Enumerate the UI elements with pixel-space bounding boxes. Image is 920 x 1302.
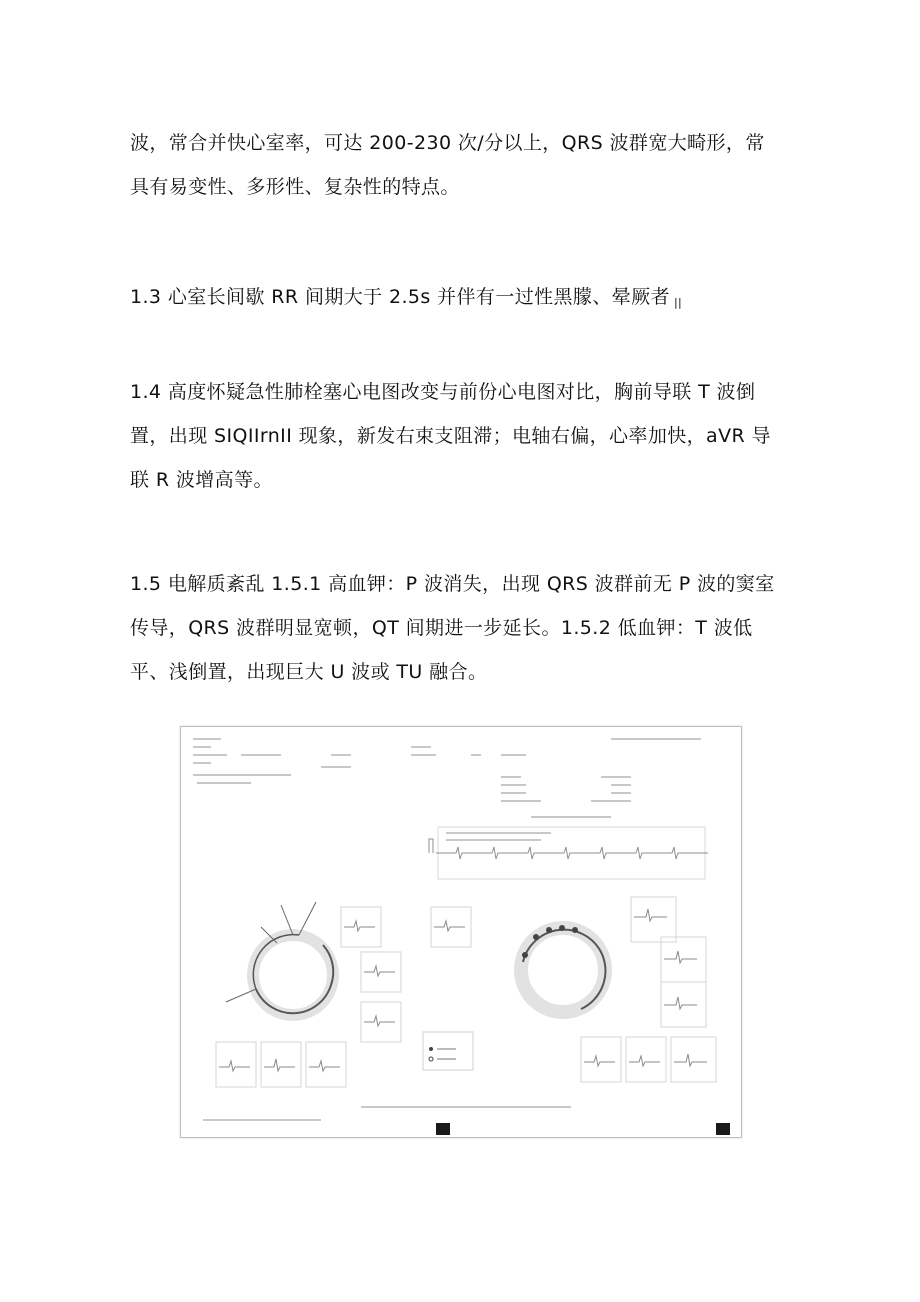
ecg-report-icon: [181, 727, 741, 1137]
line: 1.4 高度怀疑急性肺栓塞心电图改变与前份心电图对比，胸前导联 T 波倒: [130, 381, 756, 403]
line: 联 R 波增高等。: [130, 469, 273, 491]
horizontal-axis-circle: [521, 925, 605, 1012]
reference-mark: ||: [673, 296, 683, 309]
paragraph-long-rr-interval: [130, 275, 790, 325]
paragraph-pulmonary-embolism: [130, 370, 790, 502]
frontal-axis-circle: [226, 902, 333, 1015]
line: 传导，QRS 波群明显宽顿，QT 间期进一步延长。1.5.2 低血钾：T 波低: [130, 617, 753, 639]
legend-box: [423, 1032, 473, 1070]
line: 波，常合并快心室率，可达 200-230 次/分以上，QRS 波群宽大畸形，常: [130, 132, 765, 154]
header-text-lines: [193, 739, 701, 840]
registration-mark: [436, 1123, 450, 1135]
ecg-report-image: [180, 726, 742, 1138]
rhythm-strip: [429, 827, 708, 879]
line: 1.5 电解质紊乱 1.5.1 高血钾：P 波消失，出现 QRS 波群前无 P 波的窦室: [130, 573, 775, 595]
paragraph-ventricular-tachycardia: [130, 121, 790, 209]
registration-mark: [716, 1123, 730, 1135]
line: 1.3 心室长间歇 RR 间期大于 2.5s 并伴有一过性黑朦、晕厥者: [130, 286, 670, 308]
footer-text-lines: [203, 1107, 571, 1120]
line: 置，出现 SIQIIrnII 现象，新发右束支阻滞；电轴右偏，心率加快，aVR 导: [130, 425, 771, 447]
line: 平、浅倒置，出现巨大 U 波或 TU 融合。: [130, 661, 488, 683]
paragraph-electrolyte-disorder: [130, 562, 790, 694]
line: 具有易变性、多形性、复杂性的特点。: [130, 176, 460, 198]
